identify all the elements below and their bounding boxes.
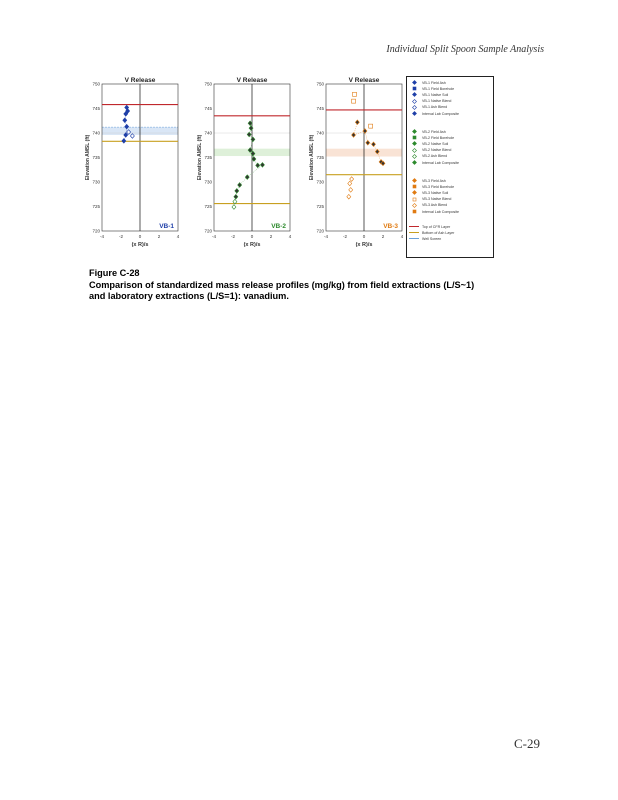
data-point — [248, 121, 252, 126]
legend-item — [410, 99, 451, 104]
legend-label: VB-2 Field Borehole — [422, 135, 455, 140]
x-tick-label: 0 — [250, 234, 254, 239]
panel-id-label: VB-1 — [159, 223, 174, 230]
data-point — [372, 142, 376, 147]
data-point — [348, 181, 352, 186]
legend-marker-icon — [410, 80, 418, 85]
data-point — [260, 163, 264, 168]
data-point — [122, 139, 126, 144]
legend-item — [410, 184, 454, 189]
legend-label: VB-3 Ash Blend — [422, 203, 448, 208]
legend-marker-icon — [410, 92, 418, 97]
legend-label: VB-3 Field Borehole — [422, 184, 455, 189]
legend-item — [410, 230, 454, 235]
x-tick-label: 2 — [269, 234, 273, 239]
legend-item — [410, 80, 446, 85]
y-tick-label: 745 — [92, 106, 100, 112]
y-tick-label: 730 — [92, 179, 100, 185]
x-axis-label: (x R)/s — [131, 242, 149, 248]
x-tick-label: -2 — [230, 234, 236, 239]
panel-title: V Release — [124, 77, 156, 84]
legend-label: Bottom of Ash Layer — [422, 230, 455, 235]
data-point — [363, 129, 367, 134]
data-point — [249, 126, 253, 131]
legend-marker-icon — [410, 105, 418, 110]
legend-item — [410, 92, 448, 97]
legend-label: Interval Lab Composite — [422, 160, 459, 165]
legend-item — [410, 224, 450, 229]
chart-legend — [406, 76, 494, 258]
legend-marker-icon — [410, 184, 418, 189]
data-point — [353, 92, 357, 96]
panel-title: V Release — [348, 77, 380, 84]
x-tick-label: 0 — [138, 234, 142, 239]
data-point — [350, 177, 354, 182]
legend-marker-icon — [410, 154, 418, 159]
legend-item — [410, 154, 447, 159]
y-tick-label: 720 — [92, 228, 100, 234]
x-tick-label: 4 — [400, 234, 404, 239]
data-point — [355, 120, 359, 125]
legend-item — [410, 141, 448, 146]
y-tick-label: 740 — [92, 130, 100, 136]
x-tick-label: 2 — [381, 234, 385, 239]
legend-item — [410, 105, 447, 110]
legend-label: Top of CFR Layer — [422, 224, 451, 229]
x-tick-label: -2 — [342, 234, 348, 239]
y-tick-label: 720 — [204, 228, 212, 234]
legend-marker-icon — [410, 203, 418, 208]
y-tick-label: 725 — [204, 204, 212, 210]
legend-item — [410, 178, 446, 183]
x-axis-label: (x R)/s — [243, 242, 261, 248]
y-tick-label: 750 — [204, 81, 212, 87]
legend-item — [410, 203, 447, 208]
legend-label: VB-2 Native Soil — [422, 141, 449, 146]
data-point — [256, 163, 260, 168]
y-tick-label: 750 — [92, 81, 100, 87]
y-axis-label: Elevation AMSL (ft) — [309, 134, 315, 181]
legend-marker-icon — [410, 148, 418, 153]
panel-title: V Release — [236, 77, 268, 84]
y-tick-label: 735 — [204, 155, 212, 161]
panel-id-label: VB-3 — [383, 223, 398, 230]
legend-marker-icon — [410, 230, 418, 235]
legend-item — [410, 135, 454, 140]
legend-label: VB-1 Ash Blend — [422, 105, 448, 110]
caption-line-1: Comparison of standardized mass release profiles (mg/kg) from field extractions (L/S~1) — [89, 279, 475, 290]
y-tick-label: 735 — [316, 155, 324, 161]
legend-label: Interval Lab Composite — [422, 111, 459, 116]
y-tick-label: 725 — [316, 204, 324, 210]
y-tick-label: 730 — [316, 179, 324, 185]
legend-label: Well Screen — [422, 236, 442, 241]
legend-marker-icon — [410, 178, 418, 183]
chart-panel-vb-3 — [309, 77, 404, 248]
y-tick-label: 740 — [204, 130, 212, 136]
legend-label: VB-2 Native Blend — [422, 148, 452, 153]
y-tick-label: 745 — [316, 106, 324, 112]
figure-label: Figure C-28 — [89, 268, 140, 278]
data-point — [123, 118, 127, 123]
caption-line-2: and laboratory extractions (L/S=1): vanadium. — [89, 291, 289, 301]
data-point — [349, 188, 353, 193]
running-header: Individual Split Spoon Sample Analysis — [386, 44, 544, 55]
x-tick-label: -4 — [99, 234, 105, 239]
chart-panel-vb-1 — [85, 77, 180, 248]
legend-marker-icon — [410, 99, 418, 104]
data-point — [252, 157, 256, 162]
y-axis-label: Elevation AMSL (ft) — [85, 134, 91, 181]
legend-item — [410, 236, 441, 241]
data-point — [347, 194, 351, 199]
y-tick-label: 720 — [316, 228, 324, 234]
legend-item — [410, 209, 459, 214]
legend-label: Interval Lab Composite — [422, 209, 459, 214]
data-point — [251, 137, 255, 142]
panel-id-label: VB-2 — [271, 223, 286, 230]
x-tick-label: -2 — [118, 234, 124, 239]
data-point — [369, 124, 373, 128]
legend-item — [410, 111, 459, 116]
y-axis-label: Elevation AMSL (ft) — [197, 134, 203, 181]
data-point — [234, 194, 238, 199]
legend-marker-icon — [410, 190, 418, 195]
legend-marker-icon — [410, 111, 418, 116]
y-tick-label: 725 — [92, 204, 100, 210]
legend-label: VB-1 Native Soil — [422, 92, 449, 97]
legend-marker-icon — [410, 236, 418, 241]
x-tick-label: 0 — [362, 234, 366, 239]
legend-item — [410, 190, 448, 195]
legend-marker-icon — [410, 129, 418, 134]
y-tick-label: 740 — [316, 130, 324, 136]
legend-marker-icon — [410, 86, 418, 91]
y-tick-label: 750 — [316, 81, 324, 87]
legend-label: VB-1 Field Ash — [422, 80, 446, 85]
legend-item — [410, 148, 451, 153]
chart-panel-vb-2 — [197, 77, 292, 248]
legend-marker-icon — [410, 197, 418, 202]
legend-marker-icon — [410, 224, 418, 229]
legend-label: VB-1 Native Blend — [422, 99, 452, 104]
legend-marker-icon — [410, 141, 418, 146]
data-point — [238, 183, 242, 188]
data-point — [366, 141, 370, 146]
legend-label: VB-3 Native Soil — [422, 190, 449, 195]
x-axis-label: (x R)/s — [355, 242, 373, 248]
data-point — [235, 189, 239, 194]
x-tick-label: 4 — [176, 234, 180, 239]
legend-label: VB-2 Field Ash — [422, 129, 446, 134]
x-tick-label: -4 — [323, 234, 329, 239]
legend-label: VB-3 Native Blend — [422, 197, 452, 202]
legend-label: VB-1 Field Borehole — [422, 86, 455, 91]
data-point — [352, 99, 356, 103]
figure-caption — [89, 268, 529, 303]
legend-label: VB-3 Field Ash — [422, 178, 446, 183]
legend-item — [410, 86, 454, 91]
legend-marker-icon — [410, 209, 418, 214]
data-point — [232, 205, 236, 210]
legend-item — [410, 160, 459, 165]
y-tick-label: 735 — [92, 155, 100, 161]
legend-item — [410, 197, 451, 202]
y-tick-label: 745 — [204, 106, 212, 112]
legend-marker-icon — [410, 135, 418, 140]
page-number: C-29 — [514, 736, 540, 751]
x-tick-label: 2 — [157, 234, 161, 239]
legend-marker-icon — [410, 160, 418, 165]
data-point — [352, 133, 356, 138]
legend-label: VB-2 Ash Blend — [422, 154, 448, 159]
legend-item — [410, 129, 446, 134]
x-tick-label: -4 — [211, 234, 217, 239]
x-tick-label: 4 — [288, 234, 292, 239]
y-tick-label: 730 — [204, 179, 212, 185]
